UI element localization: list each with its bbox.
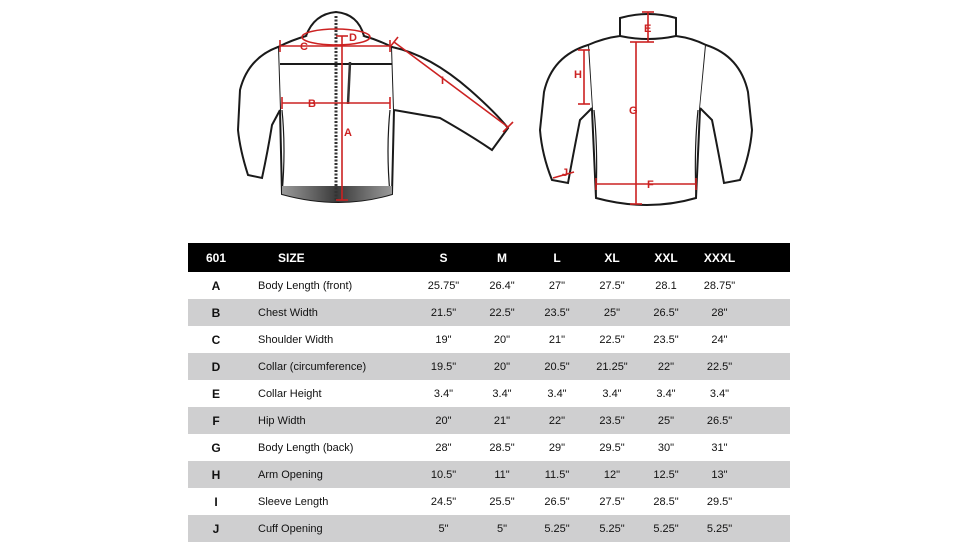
measurement-name: Collar (circumference) <box>244 353 412 380</box>
table-row <box>188 488 790 515</box>
measurement-value: 20" <box>412 407 475 434</box>
measurement-value: 28" <box>693 299 746 326</box>
measurement-value: 22.5" <box>693 353 746 380</box>
row-spacer <box>746 461 790 488</box>
measurement-value: 19" <box>412 326 475 353</box>
measurement-value: 25" <box>639 407 693 434</box>
measurement-value: 23.5" <box>585 407 639 434</box>
measurement-value: 30" <box>639 434 693 461</box>
measurement-letter: C <box>188 326 244 353</box>
measurement-value: 27.5" <box>585 488 639 515</box>
measurement-value: 28.5" <box>639 488 693 515</box>
table-row <box>188 380 790 407</box>
measurement-value: 25" <box>585 299 639 326</box>
table-row <box>188 353 790 380</box>
measurement-value: 28.1 <box>639 272 693 299</box>
measurement-value: 20" <box>475 326 529 353</box>
label-i: I <box>441 75 445 87</box>
row-spacer <box>746 407 790 434</box>
measurement-value: 22.5" <box>585 326 639 353</box>
measurement-value: 12" <box>585 461 639 488</box>
measurement-value: 25.5" <box>475 488 529 515</box>
measurement-value: 5.25" <box>639 515 693 542</box>
measurement-value: 26.4" <box>475 272 529 299</box>
measurement-value: 20" <box>475 353 529 380</box>
measurement-value: 31" <box>693 434 746 461</box>
measurement-value: 5.25" <box>529 515 585 542</box>
row-spacer <box>746 488 790 515</box>
measurement-value: 3.4" <box>475 380 529 407</box>
measurement-value: 28.5" <box>475 434 529 461</box>
measurement-value: 24.5" <box>412 488 475 515</box>
row-spacer <box>746 299 790 326</box>
jacket-diagram <box>0 0 978 230</box>
measurement-value: 29.5" <box>585 434 639 461</box>
measurement-value: 5.25" <box>693 515 746 542</box>
measurement-value: 25.75" <box>412 272 475 299</box>
size-xxxl-header: XXXL <box>693 243 746 272</box>
measurement-value: 22" <box>529 407 585 434</box>
measurement-value: 3.4" <box>639 380 693 407</box>
measurement-name: Arm Opening <box>244 461 412 488</box>
size-l-header: L <box>529 243 585 272</box>
measurement-value: 19.5" <box>412 353 475 380</box>
front-jacket <box>238 12 508 202</box>
row-spacer <box>746 434 790 461</box>
measurement-value: 28.75" <box>693 272 746 299</box>
measurement-value: 29.5" <box>693 488 746 515</box>
measurement-value: 27.5" <box>585 272 639 299</box>
measurement-value: 3.4" <box>529 380 585 407</box>
measurement-value: 10.5" <box>412 461 475 488</box>
header-spacer <box>746 243 790 272</box>
measurement-value: 26.5" <box>693 407 746 434</box>
measurement-value: 13" <box>693 461 746 488</box>
label-c: C <box>300 41 308 53</box>
size-s-header: S <box>412 243 475 272</box>
measurement-letter: A <box>188 272 244 299</box>
measurement-value: 3.4" <box>693 380 746 407</box>
size-chart-table <box>188 243 790 542</box>
measurement-letter: J <box>188 515 244 542</box>
measurement-name: Body Length (back) <box>244 434 412 461</box>
measurement-value: 21.5" <box>412 299 475 326</box>
table-header-row <box>188 243 790 272</box>
table-row <box>188 326 790 353</box>
label-f: F <box>647 179 654 191</box>
table-row <box>188 272 790 299</box>
table-body <box>188 272 790 542</box>
measurement-name: Hip Width <box>244 407 412 434</box>
measurement-value: 21.25" <box>585 353 639 380</box>
table-row <box>188 299 790 326</box>
measurement-letter: I <box>188 488 244 515</box>
measurement-value: 24" <box>693 326 746 353</box>
measurement-name: Shoulder Width <box>244 326 412 353</box>
jacket-illustration <box>0 0 978 230</box>
measurement-letter: F <box>188 407 244 434</box>
measurement-value: 3.4" <box>585 380 639 407</box>
table-row <box>188 461 790 488</box>
measurement-value: 21" <box>529 326 585 353</box>
table-row <box>188 515 790 542</box>
size-xl-header: XL <box>585 243 639 272</box>
label-h: H <box>574 69 582 81</box>
size-column-header: SIZE <box>244 243 412 272</box>
size-xxl-header: XXL <box>639 243 693 272</box>
measurement-name: Sleeve Length <box>244 488 412 515</box>
size-m-header: M <box>475 243 529 272</box>
measurement-letter: B <box>188 299 244 326</box>
measurement-value: 5" <box>475 515 529 542</box>
label-j: J <box>562 167 569 179</box>
measurement-value: 27" <box>529 272 585 299</box>
measurement-value: 11" <box>475 461 529 488</box>
measurement-name: Cuff Opening <box>244 515 412 542</box>
measurement-name: Body Length (front) <box>244 272 412 299</box>
table-row <box>188 407 790 434</box>
row-spacer <box>746 326 790 353</box>
row-spacer <box>746 380 790 407</box>
label-b: B <box>308 98 316 110</box>
label-g: G <box>629 105 638 117</box>
measurement-value: 23.5" <box>639 326 693 353</box>
measurement-value: 5.25" <box>585 515 639 542</box>
measurement-value: 29" <box>529 434 585 461</box>
measurement-letter: E <box>188 380 244 407</box>
label-d: D <box>349 32 357 44</box>
measurement-value: 12.5" <box>639 461 693 488</box>
measurement-letter: H <box>188 461 244 488</box>
measurement-value: 26.5" <box>639 299 693 326</box>
measurement-value: 28" <box>412 434 475 461</box>
measurement-name: Chest Width <box>244 299 412 326</box>
measurement-letter: D <box>188 353 244 380</box>
label-e: E <box>644 23 652 35</box>
measurement-name: Collar Height <box>244 380 412 407</box>
measurement-value: 26.5" <box>529 488 585 515</box>
measurement-value: 23.5" <box>529 299 585 326</box>
measurement-value: 11.5" <box>529 461 585 488</box>
measurement-value: 21" <box>475 407 529 434</box>
measurement-letter: G <box>188 434 244 461</box>
measurement-value: 22" <box>639 353 693 380</box>
measurement-value: 22.5" <box>475 299 529 326</box>
measurement-value: 5" <box>412 515 475 542</box>
model-number: 601 <box>188 243 244 272</box>
measurement-value: 3.4" <box>412 380 475 407</box>
label-a: A <box>344 127 352 139</box>
row-spacer <box>746 272 790 299</box>
row-spacer <box>746 515 790 542</box>
table-row <box>188 434 790 461</box>
measurement-value: 20.5" <box>529 353 585 380</box>
row-spacer <box>746 353 790 380</box>
